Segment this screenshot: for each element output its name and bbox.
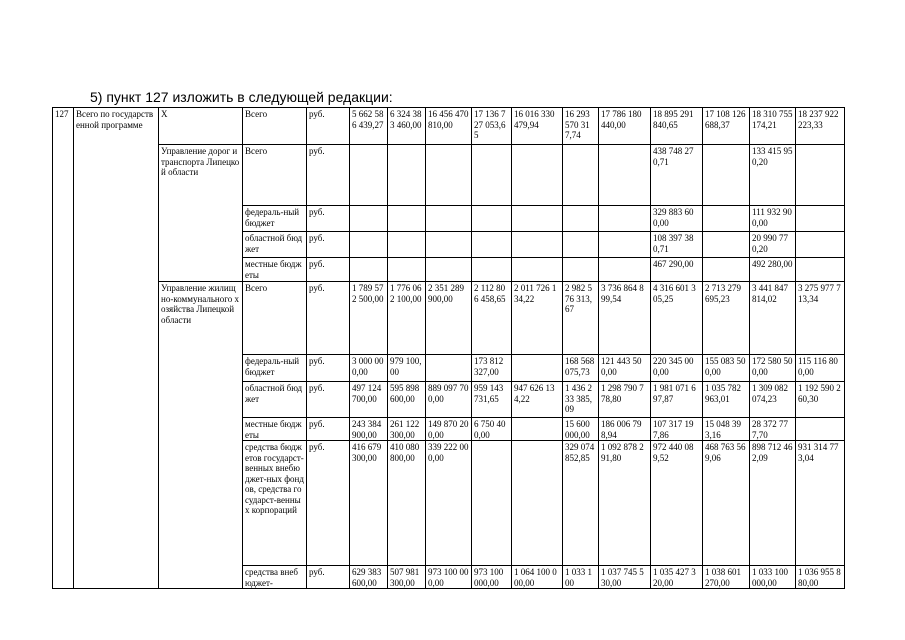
value-cell: 20 990 770,20: [750, 232, 796, 258]
value-cell: 1 033 100: [563, 566, 599, 589]
unit-cell: руб.: [307, 418, 350, 441]
value-cell: [350, 206, 388, 232]
value-cell: 111 932 900,00: [750, 206, 796, 232]
table-body: [53, 108, 845, 589]
value-cell: 438 748 270,71: [651, 145, 703, 206]
value-cell: 17 108 126 688,37: [703, 108, 750, 145]
table-row: [53, 108, 845, 145]
value-cell: 979 100,00: [388, 355, 426, 382]
unit-cell: руб.: [307, 566, 350, 589]
value-cell: 931 314 773,04: [796, 441, 845, 566]
value-cell: [426, 206, 472, 232]
value-cell: [512, 145, 563, 206]
value-cell: 467 290,00: [651, 258, 703, 282]
value-cell: 492 280,00: [750, 258, 796, 282]
value-cell: [703, 145, 750, 206]
unit-cell: руб.: [307, 258, 350, 282]
value-cell: 1 776 062 100,00: [388, 282, 426, 355]
section-heading: 5) пункт 127 изложить в следующей редакции:: [90, 89, 393, 105]
value-cell: 629 383 600,00: [350, 566, 388, 589]
value-cell: [599, 258, 651, 282]
table-row: [53, 145, 845, 206]
value-cell: 1 789 572 500,00: [350, 282, 388, 355]
unit-cell: руб.: [307, 441, 350, 566]
value-cell: 329 883 600,00: [651, 206, 703, 232]
value-cell: [796, 206, 845, 232]
value-cell: 16 293 570 317,74: [563, 108, 599, 145]
value-cell: 973 100 000,00: [472, 566, 512, 589]
funding-source-cell: местные бюджеты: [243, 258, 307, 282]
value-cell: 18 310 755 174,21: [750, 108, 796, 145]
value-cell: [796, 232, 845, 258]
value-cell: [796, 418, 845, 441]
value-cell: 1 064 100 000,00: [512, 566, 563, 589]
value-cell: 17 786 180 440,00: [599, 108, 651, 145]
value-cell: 339 222 000,00: [426, 441, 472, 566]
value-cell: 28 372 777,70: [750, 418, 796, 441]
value-cell: 220 345 000,00: [651, 355, 703, 382]
table-row: [53, 282, 845, 355]
executor-cell: Управление дорог и транспорта Липецкой области: [159, 145, 243, 282]
funding-source-cell: Всего: [243, 108, 307, 145]
value-cell: 329 074 852,85: [563, 441, 599, 566]
value-cell: [796, 145, 845, 206]
funding-source-cell: областной бюджет: [243, 232, 307, 258]
value-cell: [388, 232, 426, 258]
value-cell: [796, 258, 845, 282]
value-cell: 468 763 569,06: [703, 441, 750, 566]
value-cell: 1 436 233 385,09: [563, 382, 599, 418]
budget-table: [52, 107, 845, 589]
value-cell: [563, 232, 599, 258]
value-cell: 18 237 922 223,33: [796, 108, 845, 145]
value-cell: [512, 206, 563, 232]
value-cell: 243 384 900,00: [350, 418, 388, 441]
value-cell: [388, 206, 426, 232]
unit-cell: руб.: [307, 232, 350, 258]
value-cell: 410 080 800,00: [388, 441, 426, 566]
value-cell: 17 136 727 053,65: [472, 108, 512, 145]
value-cell: 1 036 955 880,00: [796, 566, 845, 589]
value-cell: [472, 145, 512, 206]
value-cell: 1 035 782 963,01: [703, 382, 750, 418]
value-cell: 1 981 071 697,87: [651, 382, 703, 418]
value-cell: 155 083 500,00: [703, 355, 750, 382]
unit-cell: руб.: [307, 282, 350, 355]
value-cell: 507 981 300,00: [388, 566, 426, 589]
value-cell: 2 713 279 695,23: [703, 282, 750, 355]
funding-source-cell: средства бюджетов государст-венных внебюджет-ных фондов, средства государст-венных корпораций: [243, 441, 307, 566]
unit-cell: руб.: [307, 145, 350, 206]
funding-source-cell: федераль-ный бюджет: [243, 206, 307, 232]
funding-source-cell: средства внебюджет-: [243, 566, 307, 589]
value-cell: 1 092 878 291,80: [599, 441, 651, 566]
value-cell: 6 750 400,00: [472, 418, 512, 441]
value-cell: 3 736 864 899,54: [599, 282, 651, 355]
value-cell: 4 316 601 305,25: [651, 282, 703, 355]
value-cell: 3 000 000,00: [350, 355, 388, 382]
executor-cell: Х: [159, 108, 243, 145]
value-cell: [350, 232, 388, 258]
unit-cell: руб.: [307, 206, 350, 232]
value-cell: [388, 145, 426, 206]
value-cell: 172 580 500,00: [750, 355, 796, 382]
value-cell: 972 440 089,52: [651, 441, 703, 566]
unit-cell: руб.: [307, 108, 350, 145]
funding-source-cell: Всего: [243, 145, 307, 206]
value-cell: [426, 145, 472, 206]
value-cell: [426, 258, 472, 282]
value-cell: [426, 355, 472, 382]
value-cell: 3 441 847 814,02: [750, 282, 796, 355]
value-cell: 416 679 300,00: [350, 441, 388, 566]
funding-source-cell: местные бюджеты: [243, 418, 307, 441]
value-cell: 1 192 590 260,30: [796, 382, 845, 418]
value-cell: 973 100 000,00: [426, 566, 472, 589]
value-cell: [512, 418, 563, 441]
value-cell: 121 443 500,00: [599, 355, 651, 382]
value-cell: [512, 258, 563, 282]
value-cell: 15 048 393,16: [703, 418, 750, 441]
value-cell: 898 712 462,09: [750, 441, 796, 566]
value-cell: [563, 206, 599, 232]
value-cell: 16 016 330 479,94: [512, 108, 563, 145]
value-cell: 15 600 000,00: [563, 418, 599, 441]
value-cell: 1 035 427 320,00: [651, 566, 703, 589]
program-name-cell: Всего по государственной программе: [74, 108, 159, 589]
value-cell: 107 317 197,86: [651, 418, 703, 441]
value-cell: 595 898 600,00: [388, 382, 426, 418]
value-cell: 1 038 601 270,00: [703, 566, 750, 589]
unit-cell: руб.: [307, 382, 350, 418]
value-cell: 186 006 798,94: [599, 418, 651, 441]
value-cell: 173 812 327,00: [472, 355, 512, 382]
value-cell: [350, 145, 388, 206]
value-cell: 497 124 700,00: [350, 382, 388, 418]
value-cell: [703, 258, 750, 282]
value-cell: 3 275 977 713,34: [796, 282, 845, 355]
executor-cell: Управление жилищно-коммунального хозяйства Липецкой области: [159, 282, 243, 589]
value-cell: 889 097 700,00: [426, 382, 472, 418]
value-cell: 5 662 586 439,27: [350, 108, 388, 145]
value-cell: 18 895 291 840,65: [651, 108, 703, 145]
value-cell: 16 456 470 810,00: [426, 108, 472, 145]
value-cell: 261 122 300,00: [388, 418, 426, 441]
value-cell: [472, 441, 512, 566]
value-cell: [599, 232, 651, 258]
value-cell: [512, 441, 563, 566]
value-cell: [563, 145, 599, 206]
value-cell: [350, 258, 388, 282]
value-cell: 2 011 726 134,22: [512, 282, 563, 355]
value-cell: 959 143 731,65: [472, 382, 512, 418]
value-cell: 168 568 075,73: [563, 355, 599, 382]
value-cell: [512, 355, 563, 382]
value-cell: 947 626 134,22: [512, 382, 563, 418]
value-cell: [599, 145, 651, 206]
value-cell: [703, 206, 750, 232]
value-cell: 2 982 576 313,67: [563, 282, 599, 355]
value-cell: 1 037 745 530,00: [599, 566, 651, 589]
value-cell: [512, 232, 563, 258]
value-cell: [388, 258, 426, 282]
value-cell: 2 351 289 900,00: [426, 282, 472, 355]
value-cell: 115 116 800,00: [796, 355, 845, 382]
value-cell: 149 870 200,00: [426, 418, 472, 441]
value-cell: 133 415 950,20: [750, 145, 796, 206]
value-cell: [426, 232, 472, 258]
unit-cell: руб.: [307, 355, 350, 382]
funding-source-cell: Всего: [243, 282, 307, 355]
funding-source-cell: федераль-ный бюджет: [243, 355, 307, 382]
value-cell: [563, 258, 599, 282]
value-cell: [599, 206, 651, 232]
value-cell: [472, 258, 512, 282]
value-cell: 2 112 806 458,65: [472, 282, 512, 355]
value-cell: [472, 232, 512, 258]
value-cell: [703, 232, 750, 258]
value-cell: 108 397 380,71: [651, 232, 703, 258]
row-number-cell: 127: [53, 108, 74, 589]
value-cell: 1 309 082 074,23: [750, 382, 796, 418]
value-cell: 6 324 383 460,00: [388, 108, 426, 145]
funding-source-cell: областной бюджет: [243, 382, 307, 418]
value-cell: 1 033 100 000,00: [750, 566, 796, 589]
value-cell: 1 298 790 778,80: [599, 382, 651, 418]
value-cell: [472, 206, 512, 232]
